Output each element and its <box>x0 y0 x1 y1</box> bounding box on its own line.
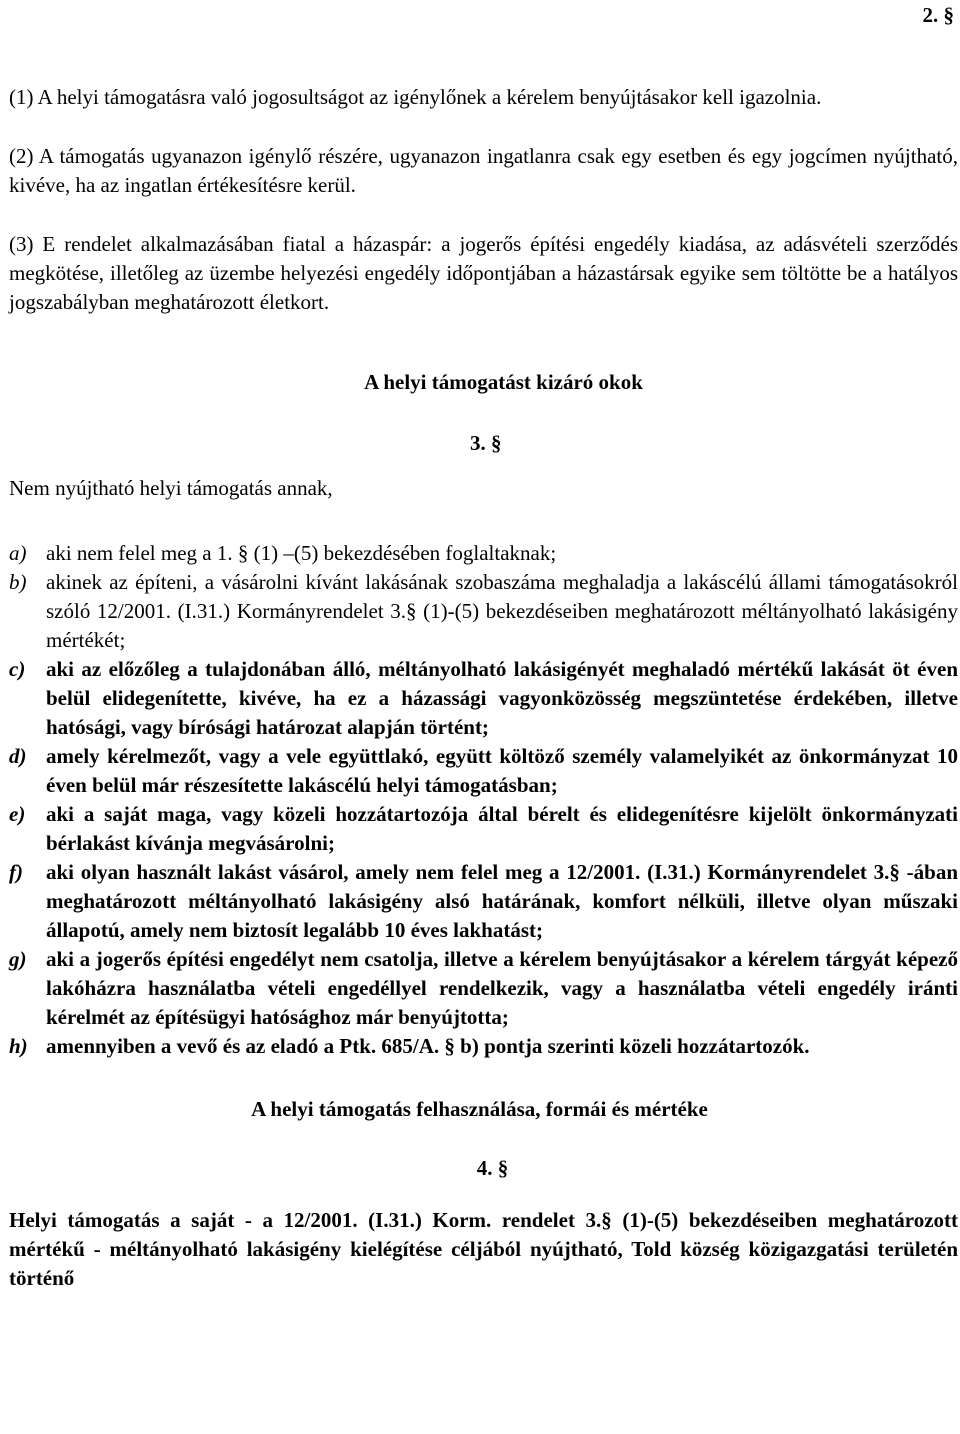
list-item <box>9 800 958 858</box>
list-item-marker: d) <box>9 744 27 768</box>
list-item-marker: h) <box>9 1034 28 1058</box>
list-item <box>9 858 958 945</box>
section-3-heading: A helyi támogatást kizáró okok <box>364 370 643 394</box>
list-item <box>9 655 958 742</box>
section-2-paragraph-1: (1) A helyi támogatásra való jogosultságot az igénylőnek a kérelem benyújtásakor kell igazolnia. <box>9 85 822 109</box>
list-item <box>9 1032 958 1061</box>
list-item <box>9 945 958 1032</box>
list-item <box>9 539 958 568</box>
list-item-text: aki a saját maga, vagy közeli hozzátartozója által bérelt és elidegenítésre kijelölt önkormányzati bérlakást kívánja megvásárolni; <box>46 802 958 855</box>
section-3-intro: Nem nyújtható helyi támogatás annak, <box>9 476 333 500</box>
list-item-text: amely kérelmezőt, vagy a vele együttlakó, együtt költöző személy valamelyikét az önkormányzat 10 éven belül már részesítette lakáscélú helyi támogatásban; <box>46 744 958 797</box>
exclusion-list <box>9 539 958 1061</box>
section-2-paragraph-2: (2) A támogatás ugyanazon igénylő részére, ugyanazon ingatlanra csak egy esetben és egy jogcímen nyújtható, kivéve, ha az ingatlan értékesítésre kerül. <box>9 144 958 197</box>
list-item-marker: c) <box>9 657 26 681</box>
list-item-marker: a) <box>9 541 27 565</box>
list-item-text: aki a jogerős építési engedélyt nem csatolja, illetve a kérelem benyújtásakor a kérelem tárgyát képező lakóházra használatba vételi engedéllyel rendelkezik, vagy a használatba vételi engedély iránti kérelmét az építésügyi hatósághoz már benyújtotta; <box>46 947 958 1029</box>
list-item-text: aki nem felel meg a 1. § (1) –(5) bekezdésében foglaltaknak; <box>46 541 557 565</box>
section-4-number: 4. § <box>476 1156 509 1180</box>
list-item-text: akinek az építeni, a vásárolni kívánt lakásának szobaszáma meghaladja a lakáscélú állami támogatásokról szóló 12/2001. (I.31.) Kormányrendelet 3.§ (1)-(5) bekezdéseiben meghatározott méltányolható lakásigény mértékét; <box>46 570 958 652</box>
section-2-paragraph-3: (3) E rendelet alkalmazásában fiatal a házaspár: a jogerős építési engedély kiadása, az adásvételi szerződés megkötése, illetőleg az üzembe helyezési engedély időpontjában a házastársak egyike sem töltötte be a hatályos jogszabályban meghatározott életkort. <box>9 232 958 314</box>
list-item-marker: g) <box>9 947 27 971</box>
section-3-number: 3. § <box>470 431 502 455</box>
section-3-intro-row <box>9 395 958 501</box>
list-item-text: amennyiben a vevő és az eladó a Ptk. 685/A. § b) pontja szerinti közeli hozzátartozók. <box>46 1034 810 1058</box>
list-item-text: aki olyan használt lakást vásárol, amely nem felel meg a 12/2001. (I.31.) Kormányrendelet 3.§ -ában meghatározott méltányolható lakásigény alsó határának, komfort nélküli, illetve olyan műszaki állapotú, amely nem biztosít legalább 10 éves lakhatást; <box>46 860 958 942</box>
section-4-paragraph-1: Helyi támogatás a saját - a 12/2001. (I.31.) Korm. rendelet 3.§ (1)-(5) bekezdéseiben meghatározott mértékű - méltányolható lakásigény kielégítése céljából nyújtható, Told község közigazgatási területén történő <box>9 1208 958 1290</box>
list-item-marker: e) <box>9 802 26 826</box>
list-item-text: aki az előzőleg a tulajdonában álló, méltányolható lakásigényét meghaladó mértékű lakását öt éven belül elidegenítette, kivéve, ha ez a házassági vagyonközösség megszüntetése érdekében, illetve hatósági, vagy bírósági határozat alapján történt; <box>46 657 958 739</box>
section-4-heading: A helyi támogatás felhasználása, formái és mértéke <box>251 1097 708 1121</box>
document-page <box>0 2 960 1434</box>
list-item <box>9 568 958 655</box>
list-item-marker: f) <box>9 860 23 884</box>
list-item-marker: b) <box>9 570 27 594</box>
section-2-number: 2. § <box>922 3 954 27</box>
list-item <box>9 742 958 800</box>
